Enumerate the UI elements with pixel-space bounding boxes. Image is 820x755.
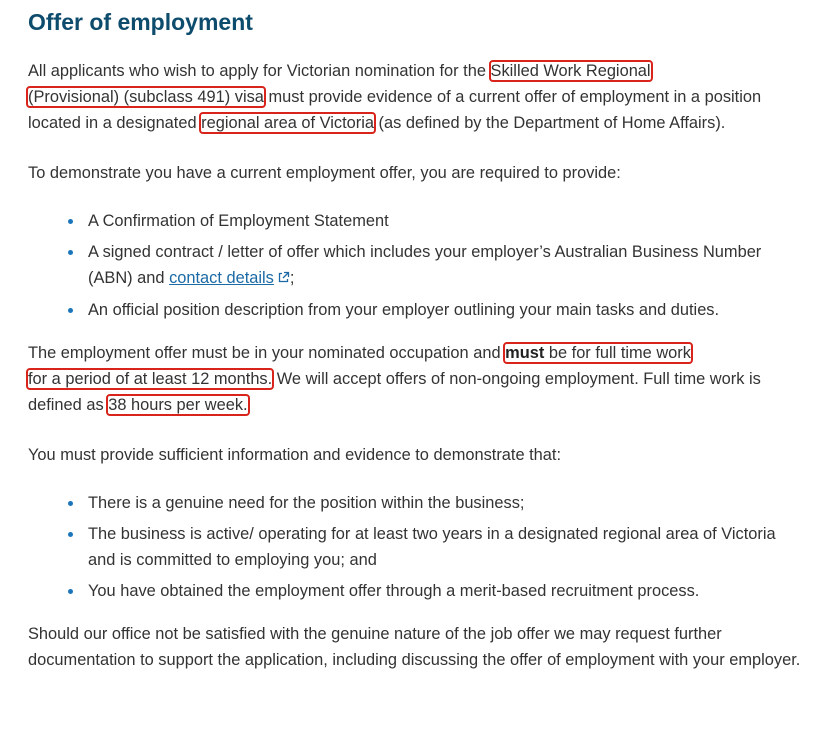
evidence-item-2: The business is active/ operating for at least two years in a designated regional area of Victoria and is committed to employing you; and (88, 525, 776, 569)
list-item (88, 208, 806, 234)
requirement-item-2-end: ; (289, 269, 295, 287)
contact-details-link-label: contact details (169, 269, 274, 287)
section-heading: Offer of employment (28, 9, 253, 35)
intro-text-1: All applicants who wish to apply for Victorian nomination for the (28, 62, 491, 80)
contact-details-link[interactable] (169, 269, 290, 287)
must-emphasis: must (505, 344, 545, 362)
list-item (88, 490, 806, 516)
full-time-text: be for full time work (544, 344, 691, 362)
highlight-full-time (505, 344, 691, 362)
external-link-icon (277, 266, 290, 292)
fulltime-paragraph (28, 340, 806, 418)
highlight-12-months: for a period of at least 12 months. (28, 370, 273, 388)
list-item (88, 521, 806, 573)
highlight-visa-name-line1: Skilled Work Regional (490, 62, 651, 80)
intro-text-2: must provide evidence of a current offer of employment in a position located in a designated (28, 88, 762, 132)
evidence-list (28, 490, 806, 604)
list-item (88, 578, 806, 604)
intro-text-3: (as defined by the Department of Home Affairs). (373, 114, 726, 132)
closing-paragraph: Should our office not be satisfied with the genuine nature of the job offer we may request further documentation to support the application, including discussing the offer of employment with your employer. (28, 625, 801, 669)
evidence-intro: You must provide sufficient information and evidence to demonstrate that: (28, 446, 562, 464)
requirements-list (28, 208, 806, 323)
highlight-regional-area: regional area of Victoria (201, 114, 374, 132)
requirement-item-1: A Confirmation of Employment Statement (88, 212, 389, 230)
requirement-intro: To demonstrate you have a current employment offer, you are required to provide: (28, 164, 621, 182)
list-item (88, 297, 806, 323)
evidence-item-1: There is a genuine need for the position within the business; (88, 494, 525, 512)
fulltime-text-2: We will accept offers of non-ongoing employment. Full time work is defined as (28, 370, 761, 414)
evidence-item-3: You have obtained the employment offer through a merit-based recruitment process. (88, 582, 700, 600)
requirement-item-2: A signed contract / letter of offer which includes your employer’s Australian Business Number (ABN) and (88, 243, 762, 287)
offer-of-employment-section (28, 0, 806, 673)
intro-paragraph (28, 58, 806, 136)
highlight-38-hours: 38 hours per week. (108, 396, 248, 414)
list-item (88, 239, 806, 292)
requirement-item-3: An official position description from your employer outlining your main tasks and duties. (88, 301, 720, 319)
fulltime-text-1: The employment offer must be in your nominated occupation and (28, 344, 506, 362)
highlight-visa-name-line2: (Provisional) (subclass 491) visa (28, 88, 264, 106)
